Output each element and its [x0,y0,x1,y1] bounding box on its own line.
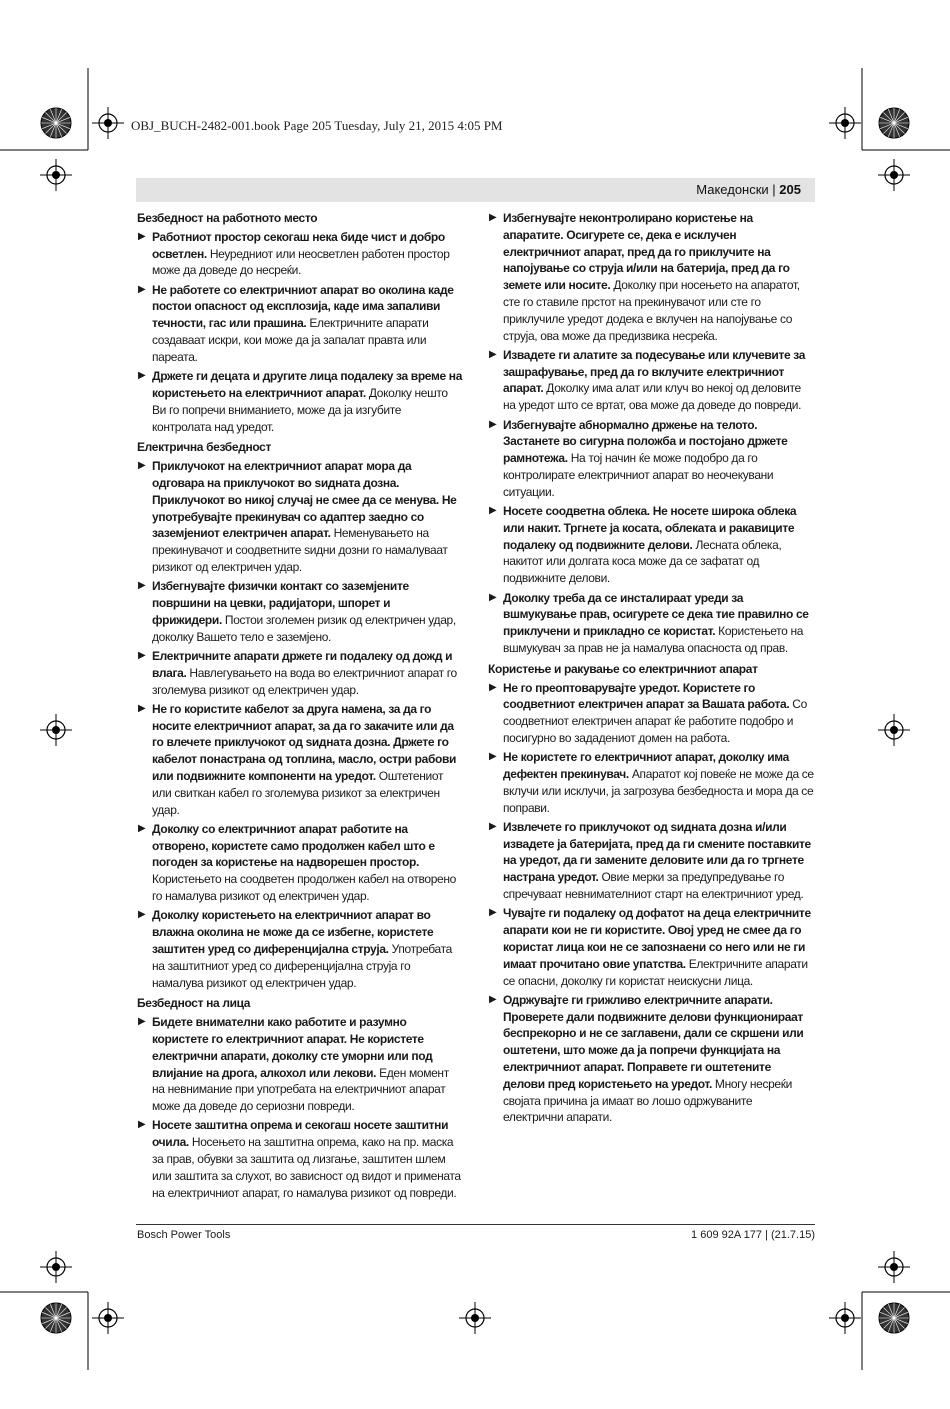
item-instruction: Работниот простор секогаш нека биде чист и добро осветлен. [152,229,445,261]
safety-item [137,578,463,645]
right-column [488,210,814,1129]
bullet-arrow-icon: ▶ [138,822,146,834]
section-title: Електрична безбедност [137,440,272,455]
header-language: Македонски [696,182,769,197]
item-explanation: Користењето на вшмукувач за прав не ја намалува опасноста од прав. [503,624,804,655]
bullet-arrow-icon: ▶ [489,505,497,517]
bullet-arrow-icon: ▶ [489,751,497,763]
bullet-arrow-icon: ▶ [489,348,497,360]
item-instruction: Извадете ги алатите за подесување или клучевите за зашрафување, пред да го вклучите електричниот апарат. [503,347,806,396]
bullet-arrow-icon: ▶ [489,418,497,430]
item-instruction: Бидете внимателни како работите и разумно користете го електричниот апарат. Не користете електрични апарати, доколку сте уморни или под влијание на дрога, алкохол или лекови. [152,1015,433,1080]
item-explanation: Апаратот кој повеќе не може да се вклучи или исклучи, ја загрозува безбедноста и мора да се поправи. [503,767,814,815]
bullet-arrow-icon: ▶ [138,230,146,242]
header-separator: | [768,182,780,197]
item-instruction: Носете соодветна облека. Не носете широка облека или накит. Тргнете ја косата, облеката и ракавиците подалеку од подвижните делови. [503,504,797,552]
safety-item [488,992,814,1126]
safety-item [137,1117,463,1201]
footer-rule [136,1224,815,1225]
item-explanation: Носењето на заштитна опрема, како на пр. маска за прав, обувки за заштита од лизгање, заштитен шлем или заштита за слухот, во зависност од видот и примената на електричниот апарат, го намалува ризикот од повреди. [152,1135,461,1200]
item-explanation: Со соодветниот електричен апарат ќе работите подобро и посигурно во зададениот домен на работа. [503,697,807,745]
bullet-arrow-icon: ▶ [138,1016,146,1028]
item-explanation: Електричните апарати се опасни, доколку ги користат неискусни лица. [503,956,808,988]
item-instruction: Чувајте ги подалеку од дофатот на деца електричните апарати кои не ги користите. Овој уред не смее да го користат лица кои не се запознаени со него или не ги имаат прочитано овие упатства. [503,906,811,971]
item-explanation: Употребата на заштитниот уред со диференцијална струја го намалува ризикот од електричен удар. [152,941,452,990]
bullet-arrow-icon: ▶ [489,681,497,693]
item-instruction: Избегнувајте неконтролирано користење на апаратите. Осигурете се, дека е исклучен електричниот апарат, пред да го приклучите на напојување со струја и/или на батерија, пред да го земете или носите. [503,211,790,293]
item-instruction: Избегнувајте абнормално држење на телото. Застанете во сигурна положба и постојано држете рамнотежа. [503,417,788,466]
safety-item [488,417,814,501]
item-instruction: Приклучокот на електричниот апарат мора да одговара на приклучокот во ѕидната дозна. Приклучокот во никој случај не смее да се менува. Не употребувајте прекинувач со адаптер заедно со заземјениот електричен апарат. [152,459,457,541]
bullet-arrow-icon: ▶ [138,909,146,921]
item-explanation: Многу несреќи својата причина ја имаат во лошо одржуваните електрични апарати. [503,1076,792,1125]
section-title: Безбедност на лица [137,996,251,1011]
safety-item [488,819,814,903]
header-text [696,182,801,197]
item-instruction: Избегнувајте физички контакт со заземјените површини на цевки, радијатори, шпорет и фрижидери. [152,579,409,627]
footer-doc-number: 1 609 92A 177 | (21.7.15) [691,1229,815,1241]
item-explanation: Оштетениот или свиткан кабел го зголемува ризикот за електричен удар. [152,769,444,817]
item-instruction: Одржувајте ги грижливо електричните апарати. Проверете дали подвижните делови функционираат беспрекорно и не се заглавени, дали се скршени или оштетени, што може да ја попречи функцијата на електричниот апарат. Поправете ги оштетените делови пред користењето на уредот. [503,992,804,1091]
item-explanation: Постои зголемен ризик од електричен удар, доколку Вашето тело е заземјено. [152,612,456,644]
safety-item [137,1014,463,1115]
safety-item [137,648,463,698]
safety-item [488,905,814,989]
item-instruction: Не работете со електричниот апарат во околина каде постои опасност од експлозија, каде има запаливи течности, гас или прашина. [152,282,454,331]
section-title: Безбедност на работното место [137,211,318,225]
page-number: 205 [779,182,801,197]
bullet-arrow-icon: ▶ [138,283,146,295]
bullet-arrow-icon: ▶ [138,649,146,661]
item-instruction: Не користете го електричниот апарат, доколку има дефектен прекинувач. [503,750,789,781]
item-instruction: Носете заштитна опрема и секогаш носете заштитни очила. [152,1118,449,1150]
bullet-arrow-icon: ▶ [489,820,497,832]
item-explanation: Доколку нешто Ви го попречи вниманието, може да ја изгубите контролата над уредот. [152,385,448,434]
item-instruction: Електричните апарати држете ги подалеку од дожд и влага. [152,648,453,680]
item-explanation: Користењето на соодветен продолжен кабел на отворено го намалува ризикот од електричен удар. [152,872,456,904]
safety-item [137,701,463,819]
bullet-arrow-icon: ▶ [489,907,497,919]
item-explanation: Електричните апарати создаваат искри, кои може да ја запалат правта или пареата. [152,316,429,364]
book-info-line: OBJ_BUCH-2482-001.book Page 205 Tuesday, July 21, 2015 4:05 PM [131,118,503,133]
bullet-arrow-icon: ▶ [138,1119,146,1131]
safety-item [137,907,463,991]
safety-item [488,590,814,657]
bullet-arrow-icon: ▶ [489,591,497,603]
item-explanation: Неуредниот или неосветлен работен простор може да доведе до несреќи. [152,246,450,278]
item-instruction: Држете ги децата и другите лица подалеку за време на користењето на електричниот апарат. [152,369,463,400]
safety-item [137,282,463,366]
safety-item [488,210,814,344]
item-explanation: На тој начин ќе може подобро да го контролирате електричниот апарат во неочекувани ситуации. [503,451,774,499]
item-explanation: Доколку при носењето на апаратот, сте го ставиле прстот на прекинувачот или сте го приклучиле уредот додека е вклучен на напојување со струја, ова може да предизвика несреќа. [503,278,800,343]
item-explanation: Овие мерки за предупредување го спречуваат невнимателниот старт на електричниот уред. [503,870,804,902]
item-explanation: Неменувањето на прекинувачот и соодветните ѕидни дозни го намалуваат ризикот од електричен удар. [152,526,448,574]
safety-item [488,680,814,747]
bullet-arrow-icon: ▶ [489,993,497,1005]
safety-item [137,368,463,435]
safety-item [488,347,814,414]
item-explanation: Еден момент на невнимание при употребата на електричниот апарат може да доведе до сериозни повреди. [152,1065,449,1114]
bullet-arrow-icon: ▶ [138,702,146,714]
item-instruction: Доколку користењето на електричниот апарат во влажна околина не може да се избегне, користете заштитен уред со диференцијална струја. [152,908,434,956]
section-title: Користење и ракување со електричниот апарат [488,661,758,676]
safety-item [137,229,463,279]
safety-item [137,458,463,576]
item-instruction: Не го преоптоварувајте уредот. Користете го соодветниот електричен апарат за Вашата работа. [503,680,790,712]
left-column [137,210,463,1204]
footer-brand: Bosch Power Tools [137,1229,231,1241]
item-explanation: Навлегувањето на вода во електричниот апарат го зголемува ризикот од електричен удар. [152,665,457,697]
bullet-arrow-icon: ▶ [489,212,497,223]
bullet-arrow-icon: ▶ [138,580,146,592]
item-instruction: Извлечете го приклучокот од ѕидната дозна и/или извадете ја батеријата, пред да ги смените поставките на уредот, да ги замените деловите или да го тргнете настрана уредот. [503,819,811,885]
bullet-arrow-icon: ▶ [138,460,146,472]
item-explanation: Доколку има алат или клуч во некој од деловите на уредот што се вртат, ова може да доведе до повреди. [503,381,802,413]
safety-item [488,503,814,587]
item-instruction: Доколку треба да се инсталираат уреди за вшмукување прав, осигурете се дека тие правилно се приклучени и прикладно се користат. [503,590,809,639]
item-explanation: Лесната облека, накитот или долгата коса може да се зафатат од подвижните делови. [503,537,782,586]
page-header [136,178,815,202]
item-instruction: Не го користите кабелот за друга намена, за да го носите електричниот апарат, за да го закачите или да го влечете приклучокот од ѕидната дозна. Држете го кабелот понастрана од топлина, масло, остри рабови или подвижните компоненти на уредот. [152,701,457,783]
item-instruction: Доколку со електричниот апарат работите на отворено, користете само продолжен кабел што е погоден за користење на надворешен простор. [152,821,435,870]
safety-item [488,749,814,816]
bullet-arrow-icon: ▶ [138,370,146,382]
safety-item [137,821,463,905]
